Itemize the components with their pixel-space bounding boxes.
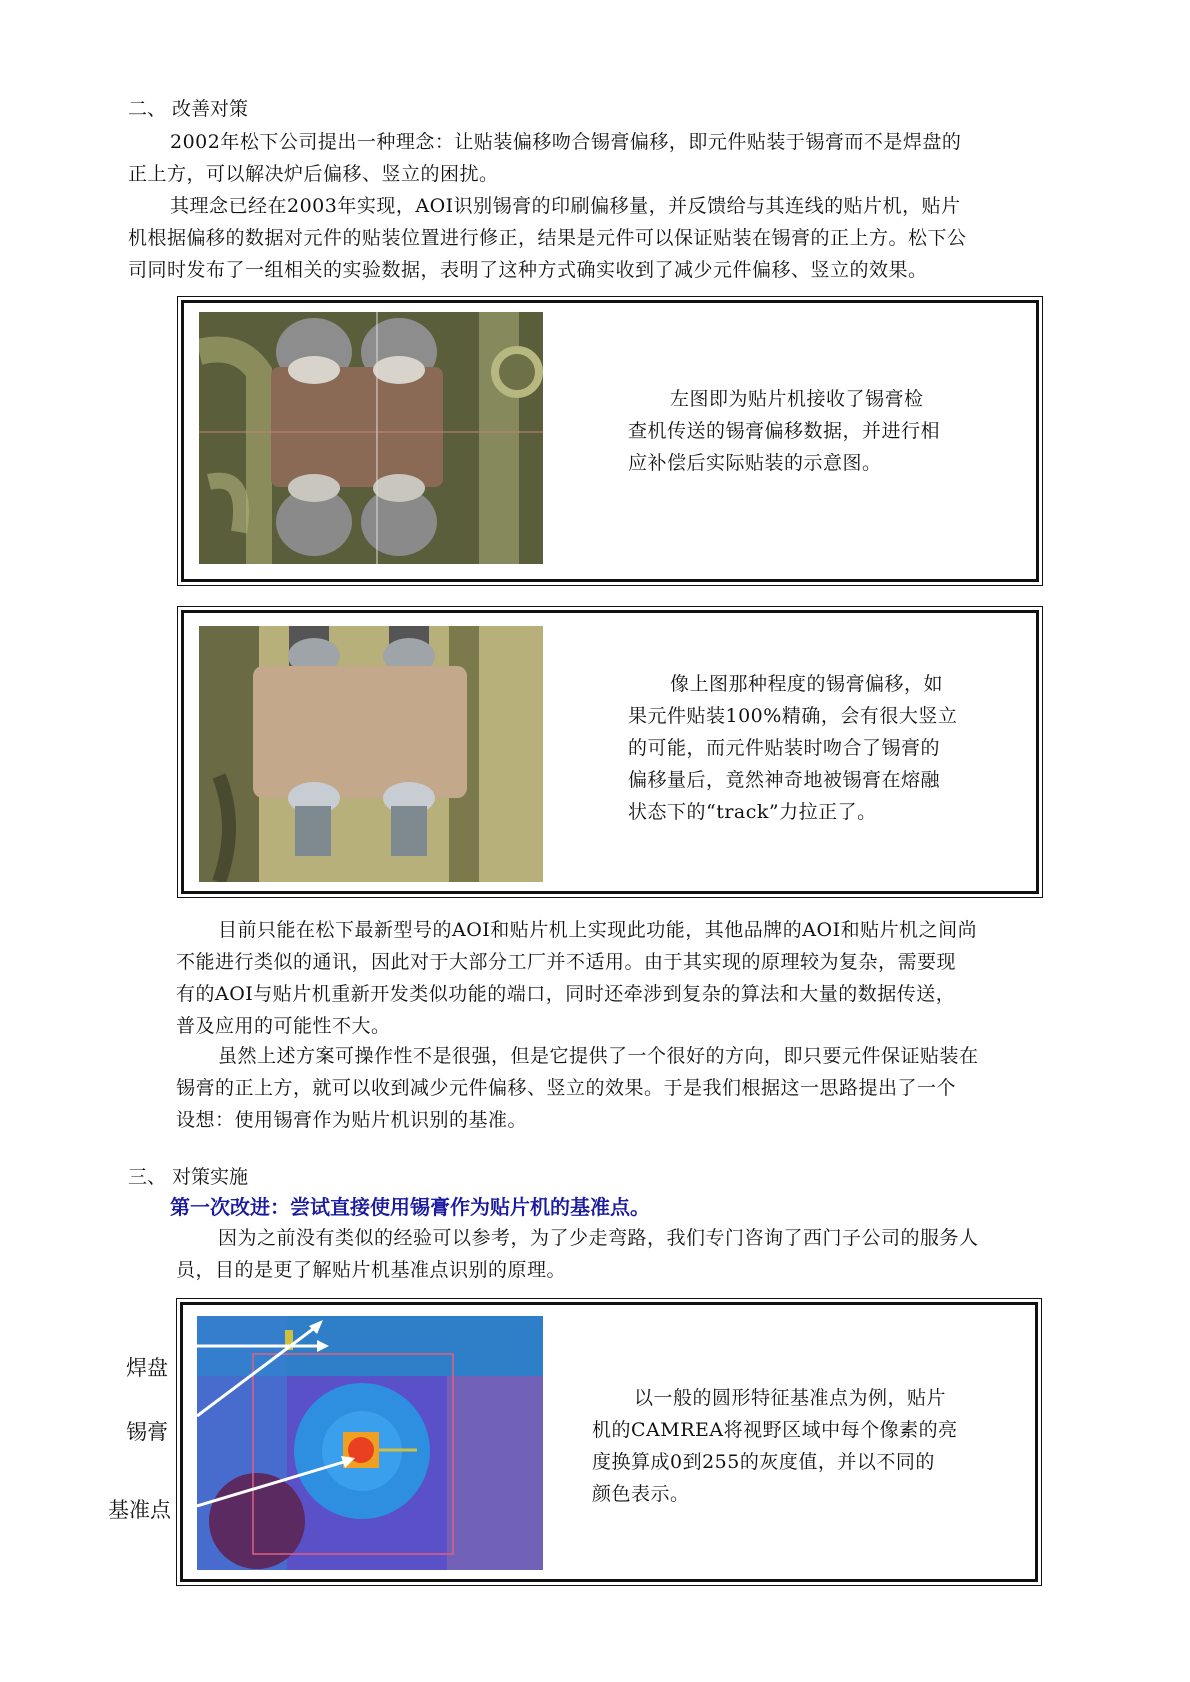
p3-line-4: 普及应用的可能性不大。 bbox=[176, 1015, 391, 1037]
figure1-line-1: 左图即为贴片机接收了锡膏检 bbox=[670, 388, 924, 410]
figure2-line-4: 偏移量后，竟然神奇地被锡膏在熔融 bbox=[628, 769, 941, 791]
figure3-caption bbox=[592, 1382, 1002, 1510]
figure3-line-3: 度换算成0到255的灰度值，并以不同的 bbox=[592, 1451, 935, 1473]
p2-line-1: 其理念已经在2003年实现，AOI识别锡膏的印刷偏移量，并反馈给与其连线的贴片机，贴片 bbox=[170, 195, 961, 217]
paragraph-2 bbox=[128, 190, 1078, 286]
paragraph-1 bbox=[128, 126, 1078, 190]
p2-line-3: 司同时发布了一组相关的实验数据，表明了这种方式确实收到了减少元件偏移、竖立的效果。 bbox=[128, 259, 928, 281]
figure2-line-2: 果元件贴装100%精确，会有很大竖立 bbox=[628, 705, 958, 727]
callout-solder-paste: 锡膏 bbox=[126, 1420, 168, 1444]
photo-fiducial-camera bbox=[197, 1316, 543, 1570]
paragraph-4 bbox=[176, 1040, 1086, 1136]
figure3-line-2: 机的CAMREA将视野区域中每个像素的亮 bbox=[592, 1419, 958, 1441]
figure2-caption bbox=[628, 668, 1008, 828]
figure1-caption bbox=[628, 383, 1008, 479]
pcb-photo-2 bbox=[199, 626, 543, 882]
p4-line-1: 虽然上述方案可操作性不是很强，但是它提供了一个很好的方向，即只要元件保证贴装在 bbox=[218, 1045, 979, 1067]
paragraph-3 bbox=[176, 914, 1086, 1042]
section-heading-implementation: 三、 对策实施 bbox=[128, 1166, 249, 1188]
camera-view bbox=[197, 1316, 543, 1570]
figure1-line-3: 应补偿后实际贴装的示意图。 bbox=[628, 452, 882, 474]
subheading-first-improvement: 第一次改进：尝试直接使用锡膏作为贴片机的基准点。 bbox=[170, 1195, 650, 1219]
figure3-line-1: 以一般的圆形特征基准点为例，贴片 bbox=[634, 1387, 947, 1409]
figure2-line-1: 像上图那种程度的锡膏偏移，如 bbox=[670, 673, 944, 695]
callout-pad: 焊盘 bbox=[126, 1356, 168, 1380]
p4-line-2: 锡膏的正上方，就可以收到减少元件偏移、竖立的效果。于是我们根据这一思路提出了一个 bbox=[176, 1077, 957, 1099]
p3-line-3: 有的AOI与贴片机重新开发类似功能的端口，同时还牵涉到复杂的算法和大量的数据传送， bbox=[176, 983, 956, 1005]
p5-line-2: 员，目的是更了解贴片机基准点识别的原理。 bbox=[176, 1259, 567, 1281]
photo-component-reflow bbox=[199, 626, 543, 882]
p5-line-1: 因为之前没有类似的经验可以参考，为了少走弯路，我们专门咨询了西门子公司的服务人 bbox=[218, 1227, 979, 1249]
photo-component-compensated bbox=[199, 312, 543, 564]
p3-line-1: 目前只能在松下最新型号的AOI和贴片机上实现此功能，其他品牌的AOI和贴片机之间尚 bbox=[218, 919, 978, 941]
figure2-line-3: 的可能，而元件贴装时吻合了锡膏的 bbox=[628, 737, 941, 759]
p3-line-2: 不能进行类似的通讯，因此对于大部分工厂并不适用。由于其实现的原理较为复杂，需要现 bbox=[176, 951, 957, 973]
pcb-photo-1 bbox=[199, 312, 543, 564]
figure1-line-2: 查机传送的锡膏偏移数据，并进行相 bbox=[628, 420, 941, 442]
p1-line-2: 正上方，可以解决炉后偏移、竖立的困扰。 bbox=[128, 163, 499, 185]
p1-line-1: 2002年松下公司提出一种理念：让贴装偏移吻合锡膏偏移，即元件贴装于锡膏而不是焊盘的 bbox=[170, 131, 962, 153]
section-heading-improvement: 二、 改善对策 bbox=[128, 98, 249, 120]
figure2-line-5: 状态下的“track”力拉正了。 bbox=[628, 801, 877, 823]
callout-fiducial: 基准点 bbox=[108, 1498, 171, 1522]
p4-line-3: 设想：使用锡膏作为贴片机识别的基准。 bbox=[176, 1109, 528, 1131]
figure3-line-4: 颜色表示。 bbox=[592, 1483, 690, 1505]
paragraph-5 bbox=[176, 1222, 1086, 1286]
p2-line-2: 机根据偏移的数据对元件的贴装位置进行修正，结果是元件可以保证贴装在锡膏的正上方。松下公 bbox=[128, 227, 967, 249]
